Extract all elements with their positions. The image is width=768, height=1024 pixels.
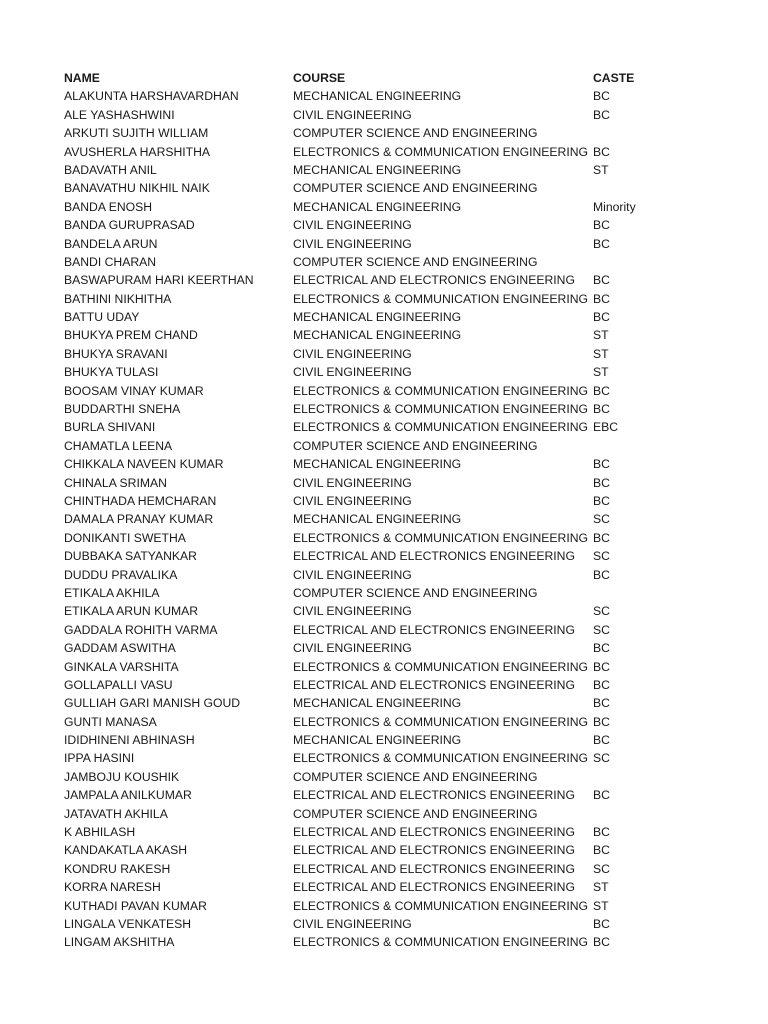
name-cell: IDIDHINENI ABHINASH bbox=[64, 733, 195, 748]
course-cell: ELECTRICAL AND ELECTRONICS ENGINEERING bbox=[293, 788, 575, 803]
table-row bbox=[64, 161, 704, 179]
table-header-row bbox=[64, 69, 704, 87]
name-cell: DUDDU PRAVALIKA bbox=[64, 567, 178, 582]
table-row bbox=[64, 179, 704, 197]
course-cell: CIVIL ENGINEERING bbox=[293, 475, 412, 490]
caste-cell: ST bbox=[593, 365, 609, 380]
table-body bbox=[64, 87, 704, 951]
name-cell: KUTHADI PAVAN KUMAR bbox=[64, 898, 207, 913]
name-cell: JAMBOJU KOUSHIK bbox=[64, 769, 180, 784]
table-row bbox=[64, 308, 704, 326]
caste-cell bbox=[593, 124, 673, 142]
table-row bbox=[64, 216, 704, 234]
name-cell: BATTU UDAY bbox=[64, 310, 140, 325]
table-row bbox=[64, 510, 704, 528]
name-cell: GADDALA ROHITH VARMA bbox=[64, 622, 218, 637]
name-cell: LINGAM AKSHITHA bbox=[64, 935, 175, 950]
course-cell: COMPUTER SCIENCE AND ENGINEERING bbox=[293, 769, 538, 784]
table-row bbox=[64, 768, 704, 786]
caste-cell: BC bbox=[593, 696, 610, 711]
caste-cell: BC bbox=[593, 659, 610, 674]
name-cell: LINGALA VENKATESH bbox=[64, 916, 192, 931]
name-cell: ETIKALA ARUN KUMAR bbox=[64, 604, 199, 619]
course-cell: ELECTRICAL AND ELECTRONICS ENGINEERING bbox=[293, 677, 575, 692]
caste-cell: ST bbox=[593, 328, 609, 343]
course-cell: ELECTRONICS & COMMUNICATION ENGINEERING bbox=[293, 898, 589, 913]
name-cell: BANDI CHARAN bbox=[64, 254, 157, 269]
column-header-course: COURSE bbox=[293, 71, 346, 85]
course-cell: ELECTRONICS & COMMUNICATION ENGINEERING bbox=[293, 420, 589, 435]
table-row bbox=[64, 676, 704, 694]
column-header-caste: CASTE bbox=[593, 71, 635, 85]
caste-cell: BC bbox=[593, 89, 610, 104]
course-cell: CIVIL ENGINEERING bbox=[293, 567, 412, 582]
name-cell: GUNTI MANASA bbox=[64, 714, 157, 729]
course-cell: MECHANICAL ENGINEERING bbox=[293, 733, 462, 748]
caste-cell: BC bbox=[593, 530, 610, 545]
name-cell: KANDAKATLA AKASH bbox=[64, 843, 188, 858]
course-cell: ELECTRICAL AND ELECTRONICS ENGINEERING bbox=[293, 843, 575, 858]
course-cell: CIVIL ENGINEERING bbox=[293, 641, 412, 656]
name-cell: AVUSHERLA HARSHITHA bbox=[64, 144, 211, 159]
table-row bbox=[64, 786, 704, 804]
caste-cell: BC bbox=[593, 788, 610, 803]
course-cell: ELECTRONICS & COMMUNICATION ENGINEERING bbox=[293, 530, 589, 545]
caste-cell bbox=[593, 253, 673, 271]
caste-cell: BC bbox=[593, 457, 610, 472]
table-row bbox=[64, 198, 704, 216]
caste-cell: SC bbox=[593, 604, 610, 619]
table-row bbox=[64, 749, 704, 767]
table-row bbox=[64, 602, 704, 620]
caste-cell: ST bbox=[593, 880, 609, 895]
name-cell: CHINALA SRIMAN bbox=[64, 475, 167, 490]
name-cell: DONIKANTI SWETHA bbox=[64, 530, 186, 545]
course-cell: COMPUTER SCIENCE AND ENGINEERING bbox=[293, 585, 538, 600]
course-cell: ELECTRICAL AND ELECTRONICS ENGINEERING bbox=[293, 273, 575, 288]
course-cell: MECHANICAL ENGINEERING bbox=[293, 512, 462, 527]
course-cell: COMPUTER SCIENCE AND ENGINEERING bbox=[293, 254, 538, 269]
table-row bbox=[64, 547, 704, 565]
caste-cell: ST bbox=[593, 162, 609, 177]
course-cell: ELECTRICAL AND ELECTRONICS ENGINEERING bbox=[293, 825, 575, 840]
caste-cell: BC bbox=[593, 935, 610, 950]
course-cell: MECHANICAL ENGINEERING bbox=[293, 696, 462, 711]
course-cell: CIVIL ENGINEERING bbox=[293, 346, 412, 361]
caste-cell: BC bbox=[593, 677, 610, 692]
name-cell: BATHINI NIKHITHA bbox=[64, 291, 172, 306]
caste-cell: BC bbox=[593, 567, 610, 582]
name-cell: GULLIAH GARI MANISH GOUD bbox=[64, 696, 241, 711]
name-cell: ALAKUNTA HARSHAVARDHAN bbox=[64, 89, 239, 104]
course-cell: ELECTRONICS & COMMUNICATION ENGINEERING bbox=[293, 291, 589, 306]
course-cell: ELECTRONICS & COMMUNICATION ENGINEERING bbox=[293, 714, 589, 729]
name-cell: BANDA GURUPRASAD bbox=[64, 218, 195, 233]
name-cell: BUDDARTHI SNEHA bbox=[64, 402, 181, 417]
caste-cell: Minority bbox=[593, 199, 636, 214]
course-cell: COMPUTER SCIENCE AND ENGINEERING bbox=[293, 438, 538, 453]
course-cell: COMPUTER SCIENCE AND ENGINEERING bbox=[293, 806, 538, 821]
course-cell: MECHANICAL ENGINEERING bbox=[293, 310, 462, 325]
table-row bbox=[64, 878, 704, 896]
caste-cell: BC bbox=[593, 144, 610, 159]
table-row bbox=[64, 897, 704, 915]
table-row bbox=[64, 713, 704, 731]
caste-cell: BC bbox=[593, 236, 610, 251]
table-row bbox=[64, 143, 704, 161]
name-cell: DAMALA PRANAY KUMAR bbox=[64, 512, 214, 527]
caste-cell: BC bbox=[593, 714, 610, 729]
caste-cell: BC bbox=[593, 218, 610, 233]
column-header-name: NAME bbox=[64, 71, 100, 85]
course-cell: ELECTRONICS & COMMUNICATION ENGINEERING bbox=[293, 402, 589, 417]
course-cell: MECHANICAL ENGINEERING bbox=[293, 199, 462, 214]
course-cell: ELECTRICAL AND ELECTRONICS ENGINEERING bbox=[293, 861, 575, 876]
name-cell: BHUKYA TULASI bbox=[64, 365, 159, 380]
table-row bbox=[64, 271, 704, 289]
course-cell: CIVIL ENGINEERING bbox=[293, 493, 412, 508]
course-cell: MECHANICAL ENGINEERING bbox=[293, 89, 462, 104]
table-row bbox=[64, 400, 704, 418]
name-cell: BADAVATH ANIL bbox=[64, 162, 157, 177]
table-row bbox=[64, 731, 704, 749]
name-cell: KORRA NARESH bbox=[64, 880, 161, 895]
caste-cell bbox=[593, 805, 673, 823]
name-cell: K ABHILASH bbox=[64, 825, 136, 840]
name-cell: BASWAPURAM HARI KEERTHAN bbox=[64, 273, 254, 288]
caste-cell: BC bbox=[593, 493, 610, 508]
table-row bbox=[64, 382, 704, 400]
course-cell: COMPUTER SCIENCE AND ENGINEERING bbox=[293, 181, 538, 196]
caste-cell: BC bbox=[593, 825, 610, 840]
table-row bbox=[64, 566, 704, 584]
caste-cell: BC bbox=[593, 843, 610, 858]
caste-cell bbox=[593, 768, 673, 786]
name-cell: BOOSAM VINAY KUMAR bbox=[64, 383, 204, 398]
course-cell: ELECTRICAL AND ELECTRONICS ENGINEERING bbox=[293, 622, 575, 637]
table-row bbox=[64, 529, 704, 547]
table-row bbox=[64, 841, 704, 859]
caste-cell bbox=[593, 437, 673, 455]
caste-cell: BC bbox=[593, 383, 610, 398]
table-row bbox=[64, 860, 704, 878]
name-cell: CHIKKALA NAVEEN KUMAR bbox=[64, 457, 224, 472]
course-cell: ELECTRONICS & COMMUNICATION ENGINEERING bbox=[293, 659, 589, 674]
name-cell: BHUKYA PREM CHAND bbox=[64, 328, 198, 343]
course-cell: ELECTRONICS & COMMUNICATION ENGINEERING bbox=[293, 935, 589, 950]
name-cell: GADDAM ASWITHA bbox=[64, 641, 176, 656]
name-cell: BURLA SHIVANI bbox=[64, 420, 156, 435]
name-cell: KONDRU RAKESH bbox=[64, 861, 171, 876]
course-cell: ELECTRONICS & COMMUNICATION ENGINEERING bbox=[293, 751, 589, 766]
course-cell: CIVIL ENGINEERING bbox=[293, 916, 412, 931]
course-cell: MECHANICAL ENGINEERING bbox=[293, 328, 462, 343]
caste-cell: BC bbox=[593, 402, 610, 417]
table-row bbox=[64, 437, 704, 455]
course-cell: CIVIL ENGINEERING bbox=[293, 604, 412, 619]
caste-cell: SC bbox=[593, 861, 610, 876]
name-cell: GOLLAPALLI VASU bbox=[64, 677, 173, 692]
table-row bbox=[64, 363, 704, 381]
table-row bbox=[64, 584, 704, 602]
course-cell: CIVIL ENGINEERING bbox=[293, 218, 412, 233]
student-table bbox=[64, 69, 704, 952]
name-cell: BANAVATHU NIKHIL NAIK bbox=[64, 181, 210, 196]
table-row bbox=[64, 87, 704, 105]
course-cell: CIVIL ENGINEERING bbox=[293, 107, 412, 122]
caste-cell: SC bbox=[593, 622, 610, 637]
table-row bbox=[64, 474, 704, 492]
table-row bbox=[64, 253, 704, 271]
caste-cell: BC bbox=[593, 291, 610, 306]
name-cell: CHINTHADA HEMCHARAN bbox=[64, 493, 217, 508]
table-row bbox=[64, 418, 704, 436]
caste-cell: ST bbox=[593, 346, 609, 361]
course-cell: ELECTRONICS & COMMUNICATION ENGINEERING bbox=[293, 383, 589, 398]
name-cell: CHAMATLA LEENA bbox=[64, 438, 173, 453]
course-cell: COMPUTER SCIENCE AND ENGINEERING bbox=[293, 126, 538, 141]
caste-cell bbox=[593, 584, 673, 602]
table-row bbox=[64, 694, 704, 712]
table-row bbox=[64, 455, 704, 473]
caste-cell: BC bbox=[593, 273, 610, 288]
name-cell: ARKUTI SUJITH WILLIAM bbox=[64, 126, 209, 141]
caste-cell: SC bbox=[593, 512, 610, 527]
course-cell: ELECTRICAL AND ELECTRONICS ENGINEERING bbox=[293, 549, 575, 564]
table-row bbox=[64, 621, 704, 639]
name-cell: ETIKALA AKHILA bbox=[64, 585, 160, 600]
name-cell: DUBBAKA SATYANKAR bbox=[64, 549, 197, 564]
table-row bbox=[64, 639, 704, 657]
course-cell: CIVIL ENGINEERING bbox=[293, 236, 412, 251]
table-row bbox=[64, 823, 704, 841]
name-cell: ALE YASHASHWINI bbox=[64, 107, 175, 122]
name-cell: IPPA HASINI bbox=[64, 751, 135, 766]
caste-cell bbox=[593, 179, 673, 197]
caste-cell: EBC bbox=[593, 420, 619, 435]
caste-cell: BC bbox=[593, 475, 610, 490]
table-row bbox=[64, 106, 704, 124]
caste-cell: SC bbox=[593, 549, 610, 564]
course-cell: MECHANICAL ENGINEERING bbox=[293, 457, 462, 472]
table-row bbox=[64, 658, 704, 676]
table-row bbox=[64, 235, 704, 253]
course-cell: CIVIL ENGINEERING bbox=[293, 365, 412, 380]
caste-cell: BC bbox=[593, 916, 610, 931]
table-row bbox=[64, 492, 704, 510]
course-cell: MECHANICAL ENGINEERING bbox=[293, 162, 462, 177]
caste-cell: BC bbox=[593, 310, 610, 325]
name-cell: GINKALA VARSHITA bbox=[64, 659, 179, 674]
course-cell: ELECTRICAL AND ELECTRONICS ENGINEERING bbox=[293, 880, 575, 895]
name-cell: BANDELA ARUN bbox=[64, 236, 158, 251]
name-cell: JATAVATH AKHILA bbox=[64, 806, 168, 821]
table-row bbox=[64, 326, 704, 344]
caste-cell: ST bbox=[593, 898, 609, 913]
caste-cell: BC bbox=[593, 641, 610, 656]
name-cell: BANDA ENOSH bbox=[64, 199, 153, 214]
name-cell: BHUKYA SRAVANI bbox=[64, 346, 168, 361]
caste-cell: BC bbox=[593, 733, 610, 748]
table-row bbox=[64, 933, 704, 951]
table-row bbox=[64, 915, 704, 933]
table-row bbox=[64, 805, 704, 823]
name-cell: JAMPALA ANILKUMAR bbox=[64, 788, 192, 803]
table-row bbox=[64, 124, 704, 142]
table-row bbox=[64, 345, 704, 363]
caste-cell: BC bbox=[593, 107, 610, 122]
course-cell: ELECTRONICS & COMMUNICATION ENGINEERING bbox=[293, 144, 589, 159]
table-row bbox=[64, 290, 704, 308]
caste-cell: SC bbox=[593, 751, 610, 766]
